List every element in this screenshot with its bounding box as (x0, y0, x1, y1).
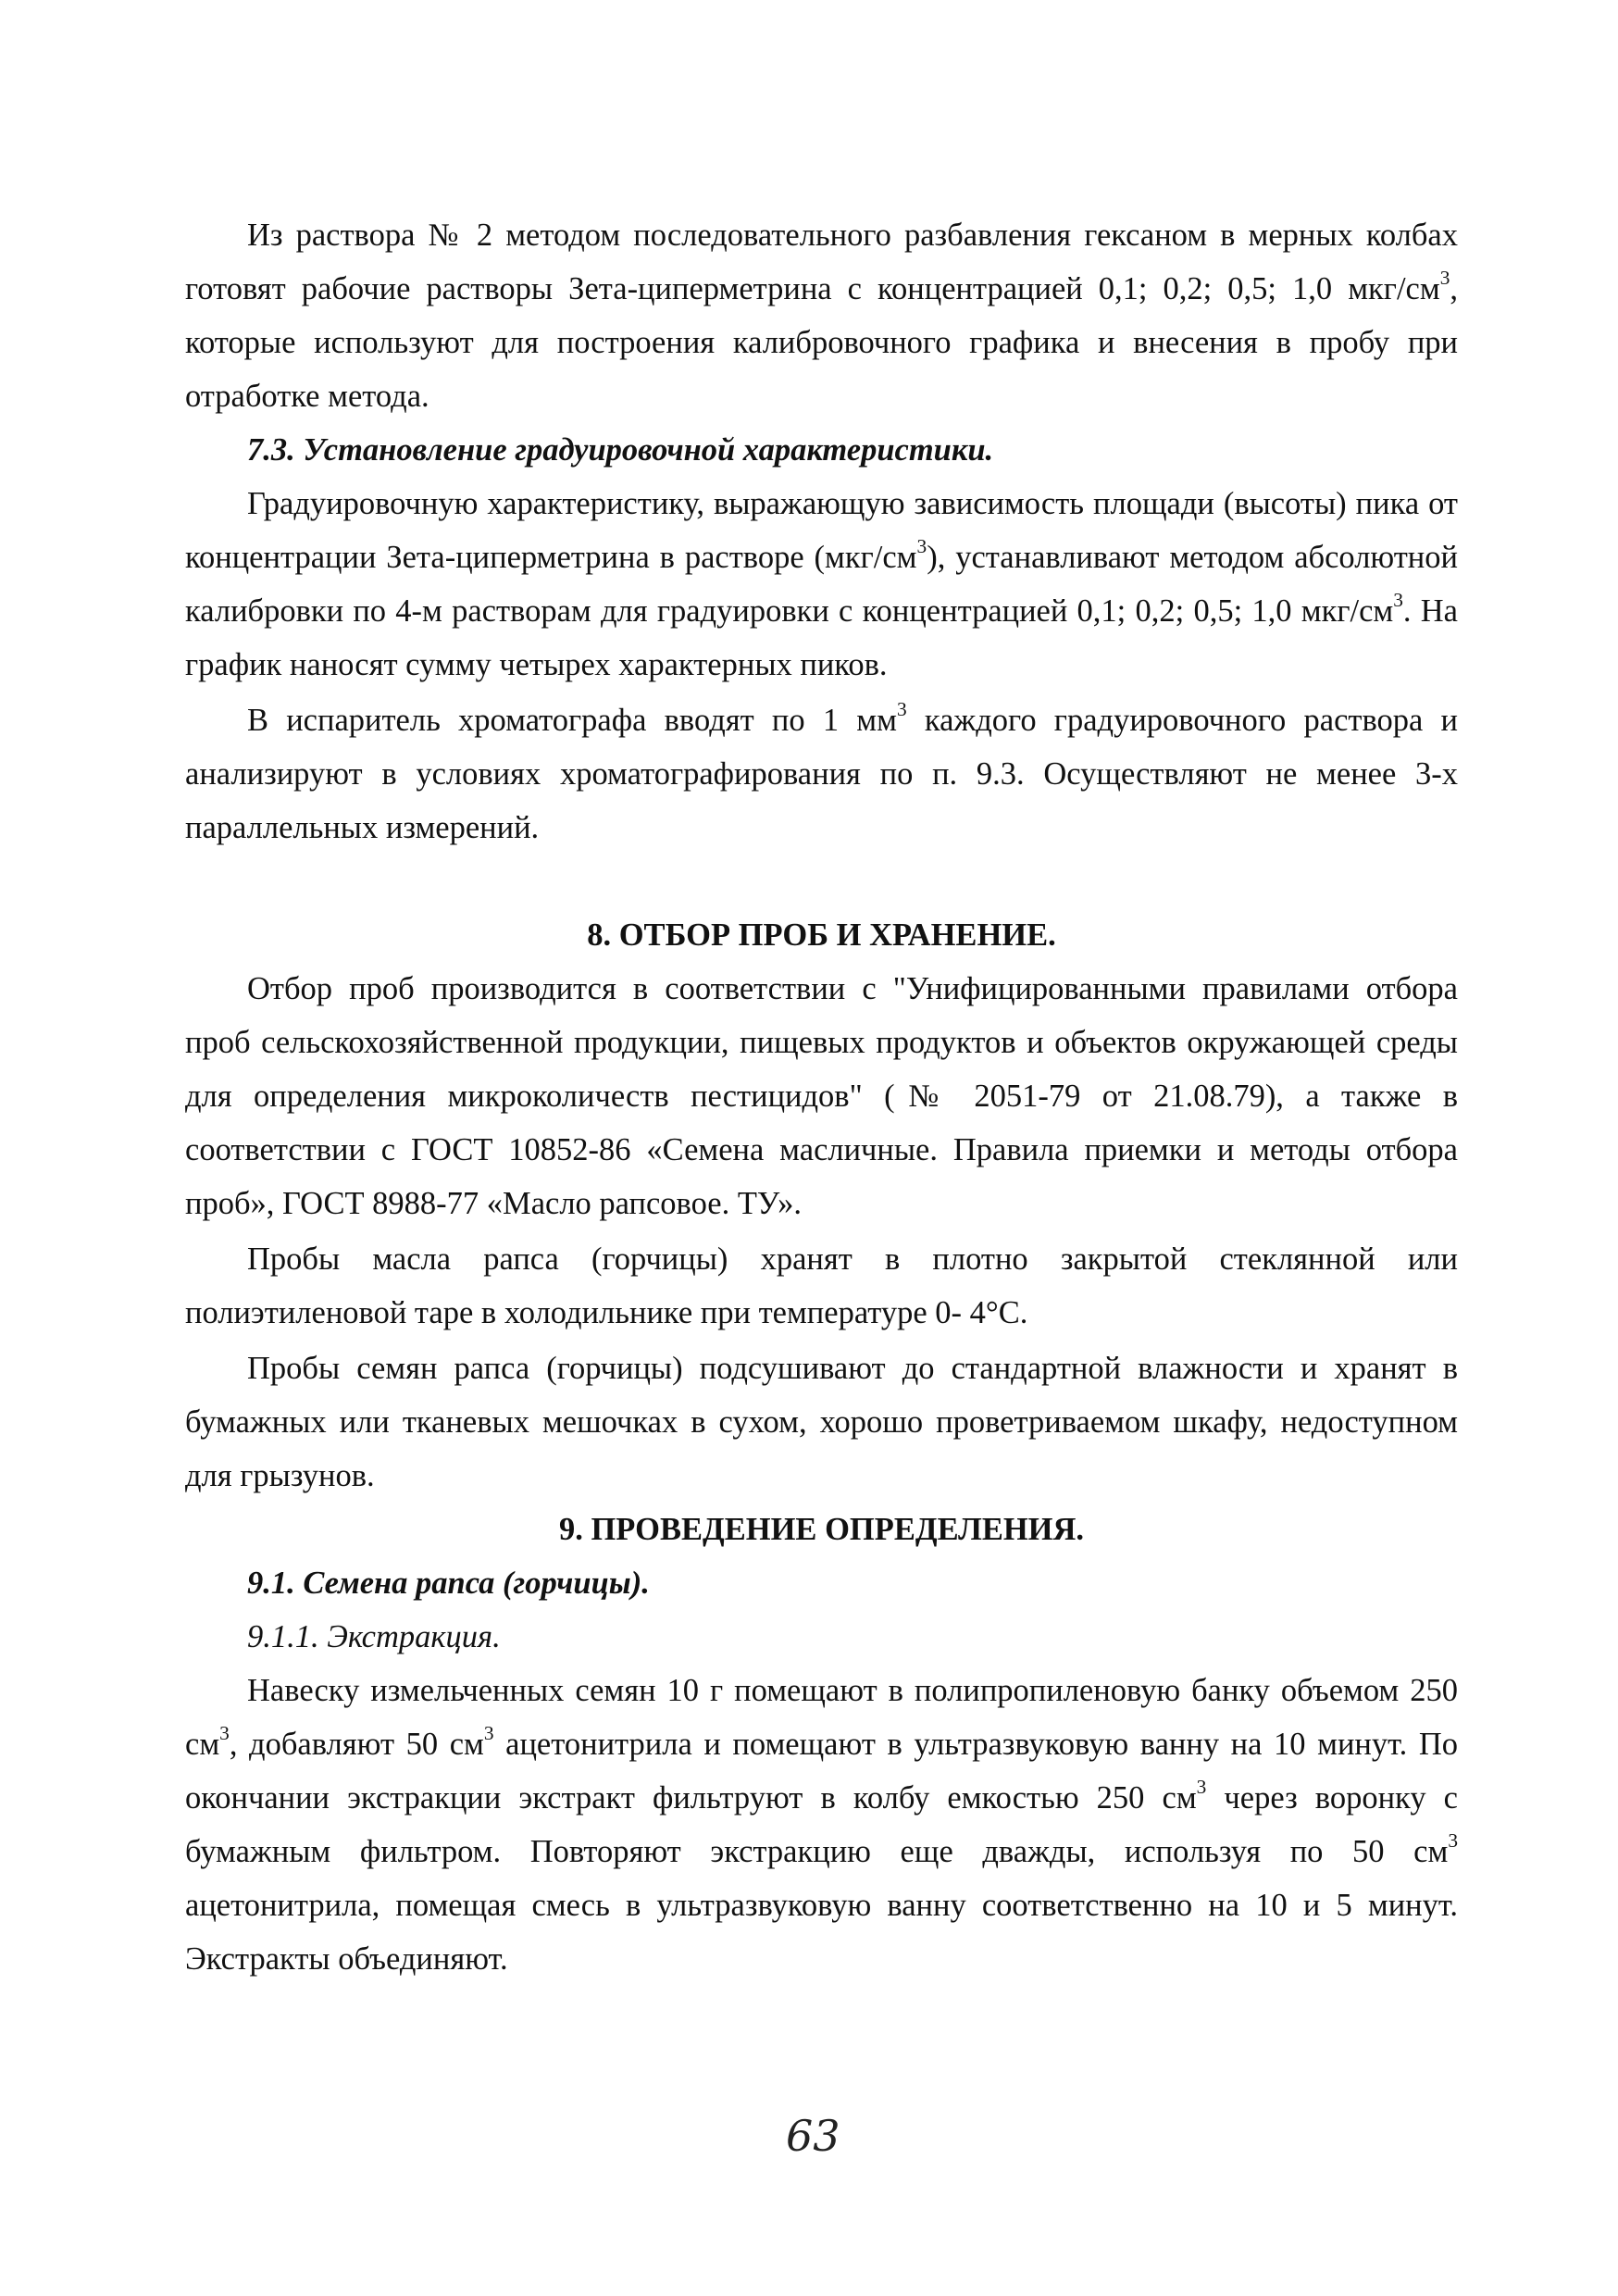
subsection-7-3-title: 7.3. Установление градуировочной характеристики. (247, 432, 994, 468)
section-8-heading: 8. ОТБОР ПРОБ И ХРАНЕНИЕ. (587, 917, 1056, 953)
paragraph-extraction: Навеску измельченных семян 10 г помещают в полипропиленовую банку объемом 250 $см^3$, добавляют 50 $см^3$ ацетонитрила и помещают в ультразвуковую ванну на 10 минут. По окончании экстракции экстракт фильтруют в колбу емкостью 250 $см^3$ через воронку с бумажным фильтром. Повторяют экстракцию еще дважды, используя по 50 $см^3$ ацетонитрила, помещая смесь в ультразвуковую ванну соответственно на 10 и 5 минут. Экстракты объединяют. (185, 1673, 1458, 1977)
document-page (185, 208, 1458, 1986)
page-number: 63 (786, 2111, 840, 2161)
paragraph-calibration: Градуировочную характеристику, выражающую зависимость площади (высоты) пика от концентрации Зета-циперметрина в растворе $(мкг/см^3)$, устанавливают методом абсолютной калибровки по 4-м растворам для градуировки с концентрацией 0,1; 0,2; 0,5; 1,0 мкг/$см^3$. На график наносят сумму четырех характерных пиков. (185, 486, 1458, 682)
paragraph-injection: В испаритель хроматографа вводят по 1 $мм^3$ каждого градуировочного раствора и анализируют в условиях хроматографирования по п. 9.3. Осуществляют не менее 3-х параллельных измерений. (185, 697, 1459, 845)
paragraph-seed-storage: Пробы семян рапса (горчицы) подсушивают до стандартной влажности и хранят в бумажных или тканевых мешочках в сухом, хорошо проветриваемом шкафу, недоступном для грызунов. (185, 1351, 1458, 1493)
subsection-9-1-title: 9.1. Семена рапса (горчицы). (247, 1566, 650, 1601)
subsection-9-1-1-title: 9.1.1. Экстракция. (247, 1619, 501, 1654)
paragraph-oil-storage: Пробы масла рапса (горчицы) хранят в плотно закрытой стеклянной или полиэтиленовой таре в холодильнике при температуре 0- 4°С. (185, 1242, 1458, 1330)
paragraph-sampling: Отбор проб производится в соответствии с "Унифицированными правилами отбора проб сельскохозяйственной продукции, пищевых продуктов и объектов окружающей среды для определения микроколичеств пестицидов" (№ 2051-79 от 21.08.79), а также в соответствии с ГОСТ 10852-86 «Семена масличные. Правила приемки и методы отбора проб», ГОСТ 8988-77 «Масло рапсовое. ТУ». (185, 971, 1458, 1221)
section-9-heading: 9. ПРОВЕДЕНИЕ ОПРЕДЕЛЕНИЯ. (558, 1512, 1085, 1547)
paragraph-working-solutions: Из раствора № 2 методом последовательного разбавления гексаном в мерных колбах готовят рабочие растворы Зета-циперметрина с концентрацией 0,1; 0,2; 0,5; 1,0 мкг/$см^3$, которые используют для построения калибровочного графика и внесения в пробу при отработке метода. (185, 218, 1458, 414)
